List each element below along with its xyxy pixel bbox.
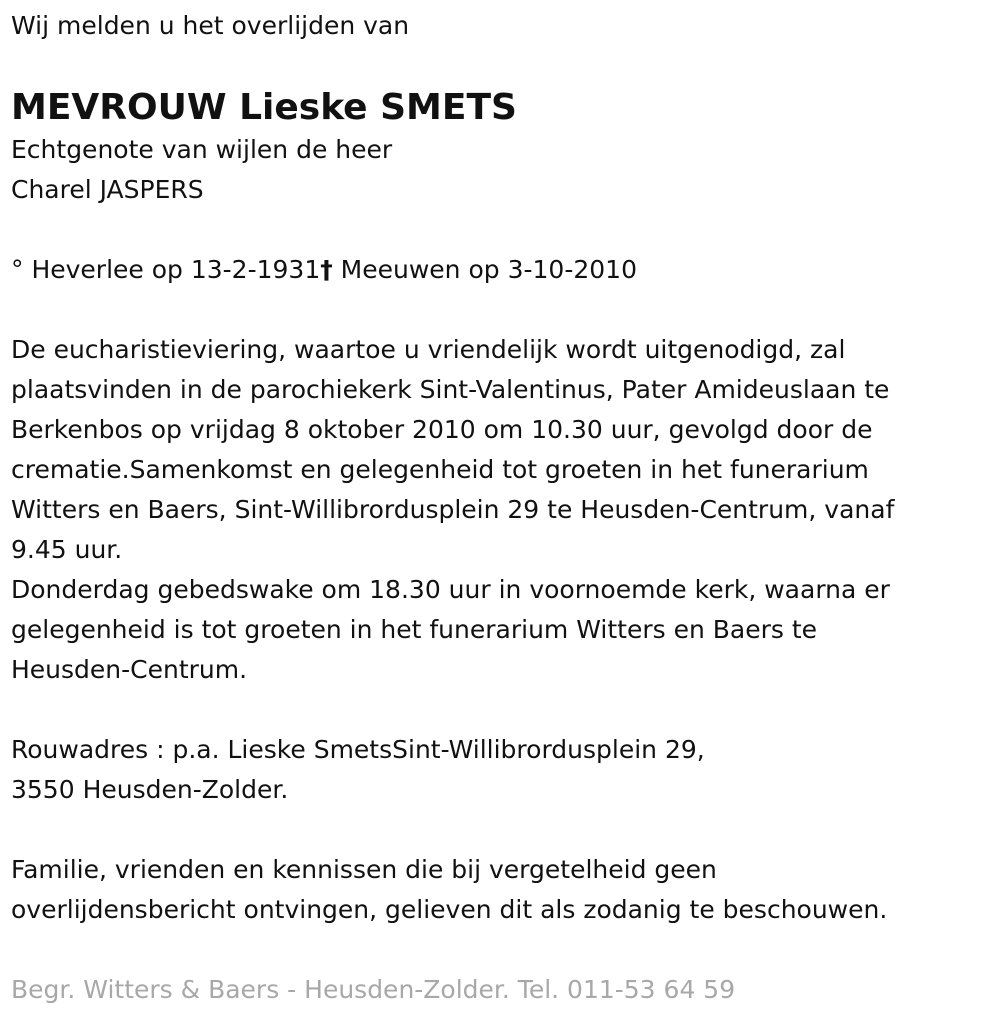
ceremony-line: Witters en Baers, Sint-Willibrordusplein 29 te Heusden-Centrum, vanaf [11,495,895,524]
wake-line: Heusden-Centrum. [11,655,248,684]
funeral-home-footer: Begr. Witters & Baers - Heusden-Zolder. Tel. 011-53 64 59 [11,975,736,1004]
spacer [11,690,1000,730]
spacer [11,210,1000,250]
ceremony-line: crematie.Samenkomst en gelegenheid tot groeten in het funerarium [11,455,869,484]
spacer [11,930,1000,970]
spouse-line-1: Echtgenote van wijlen de heer [11,135,393,164]
ceremony-line: 9.45 uur. [11,535,123,564]
spacer [11,810,1000,850]
wake-line: Donderdag gebedswake om 18.30 uur in voornoemde kerk, waarna er [11,575,890,604]
deceased-name: MEVROUW Lieske SMETS [11,87,517,128]
intro-text: Wij melden u het overlijden van [11,11,410,40]
spouse-line-2: Charel JASPERS [11,175,204,204]
closing-line-2: overlijdensbericht ontvingen, gelieven dit als zodanig te beschouwen. [11,895,888,924]
death-text: Meeuwen op 3-10-2010 [332,255,637,284]
spacer [11,290,1000,330]
wake-line: gelegenheid is tot groeten in het funerarium Witters en Baers te [11,615,818,644]
address-line-1: Rouwadres : p.a. Lieske SmetsSint-Willibrordusplein 29, [11,735,705,764]
closing-line-1: Familie, vrienden en kennissen die bij vergetelheid geen [11,855,717,884]
ceremony-line: Berkenbos op vrijdag 8 oktober 2010 om 10.30 uur, gevolgd door de [11,415,873,444]
ceremony-line: De eucharistieviering, waartoe u vriendelijk wordt uitgenodigd, zal [11,335,846,364]
birth-text: ° Heverlee op 13-2-1931 [11,255,321,284]
birth-death-line [11,250,1000,290]
cross-icon: † [320,255,333,284]
address-line-2: 3550 Heusden-Zolder. [11,775,289,804]
ceremony-line: plaatsvinden in de parochiekerk Sint-Valentinus, Pater Amideuslaan te [11,375,890,404]
